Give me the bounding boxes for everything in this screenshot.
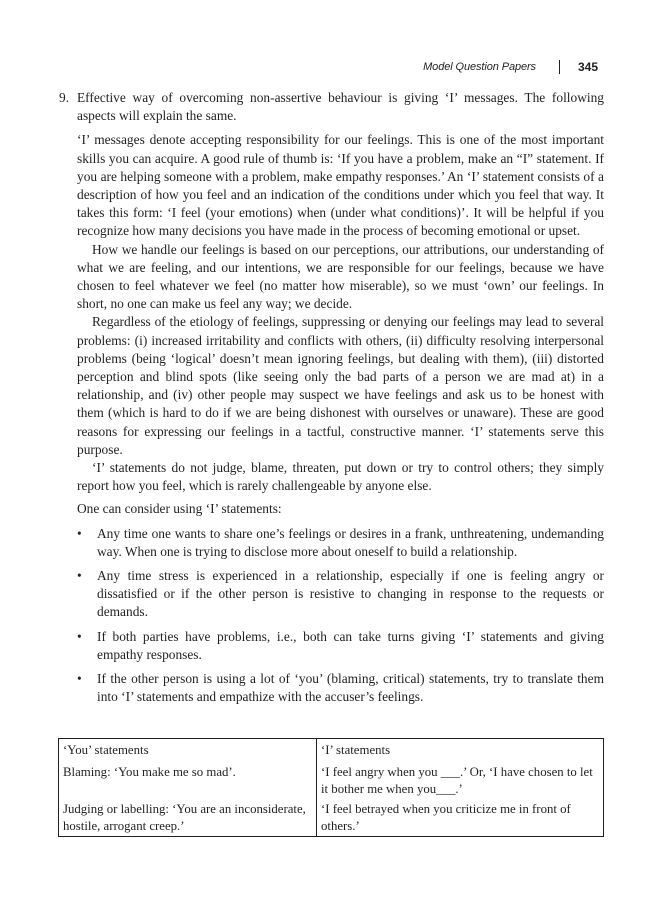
paragraph: ‘I’ messages denote accepting responsibility for our feelings. This is one of the most important skills you can acquire. A good rule of thumb is: ‘If you have a problem, make an “I” statement. If you are helping someone with a problem, make empathy responses.’ An ‘I’ statement consists of a description of how you feel and an indication of the conditions under which you feel that way. It takes this form: ‘I feel (your emotions) when (under what conditions)’. It will be helpful if you recognize how many decisions you have made in the process of becoming emotional or upset. xyxy=(77,132,604,239)
table-header-row xyxy=(59,739,604,764)
list-item xyxy=(77,525,604,561)
table-row xyxy=(59,800,604,837)
question-intro-text: Effective way of overcoming non-assertive behaviour is giving ‘I’ messages. The following aspects will explain the same. xyxy=(77,90,604,124)
bullet-icon: • xyxy=(77,568,82,584)
paragraph: Regardless of the etiology of feelings, suppressing or denying our feelings may lead to several problems: (i) increased irritability and conflicts with others, (ii) difficulty resolving interpersonal problems (being ‘logical’ doesn’t mean ignoring feelings, but dealing with them), (iii) distorted perception and blind spots (like seeing only the bad parts of a person we are mad at) in a relationship, and (iv) other people may suspect we have feelings and ask us to be honest with them (which is hard to do if we are being dishonest with ourselves or unaware). These are good reasons for expressing our feelings in a tactful, constructive manner. ‘I’ statements serve this purpose. xyxy=(77,314,604,457)
question-intro xyxy=(59,89,604,125)
paragraph: ‘I’ statements do not judge, blame, threaten, put down or try to control others; they simply report how you feel, which is rarely challengeable by anyone else. xyxy=(77,460,604,494)
table-row xyxy=(59,763,604,799)
question-body xyxy=(59,89,604,707)
page-number: 345 xyxy=(577,60,598,74)
table-cell: ‘I feel betrayed when you criticize me in front of others.’ xyxy=(317,800,604,837)
column-header-you: ‘You’ statements xyxy=(59,739,317,764)
bullet-list xyxy=(77,525,604,707)
list-item-text: Any time stress is experienced in a relationship, especially if one is feeling angry or dissatisfied or if the other person is resistive to changing in response to the requests or demands. xyxy=(97,568,604,620)
page-header xyxy=(423,58,598,76)
question-number: 9. xyxy=(59,90,70,105)
list-item-text: If both parties have problems, i.e., both can take turns giving ‘I’ statements and giving empathy responses. xyxy=(97,628,604,662)
header-divider xyxy=(559,60,560,74)
bullet-icon: • xyxy=(77,525,82,541)
table-cell: Blaming: ‘You make me so mad’. xyxy=(59,763,317,799)
list-item-text: If the other person is using a lot of ‘you’ (blaming, critical) statements, try to translate them into ‘I’ statements and empathize with the accuser’s feelings. xyxy=(97,671,604,705)
bullet-icon: • xyxy=(77,671,82,687)
statements-table xyxy=(58,738,604,837)
list-item xyxy=(77,670,604,706)
answer-section xyxy=(77,131,604,706)
list-item xyxy=(77,567,604,622)
list-item xyxy=(77,628,604,664)
lead-in: One can consider using ‘I’ statements: xyxy=(77,501,282,517)
list-item-text: Any time one wants to share one’s feelings or desires in a frank, unthreatening, undemanding way. When one is trying to disclose more about oneself to build a relationship. xyxy=(97,525,604,559)
column-header-i: ‘I’ statements xyxy=(317,739,604,764)
running-title: Model Question Papers xyxy=(423,61,536,73)
table-cell: ‘I feel angry when you ___.’ Or, ‘I have chosen to let it bother me when you___.’ xyxy=(317,763,604,799)
bullet-icon: • xyxy=(77,628,82,644)
table-cell: Judging or labelling: ‘You are an inconsiderate, hostile, arrogant creep.’ xyxy=(59,800,317,837)
paragraph: How we handle our feelings is based on our perceptions, our attributions, our understanding of what we are feeling, and our intentions, we are responsible for our feelings, because we have chosen to feel whatever we feel (no matter how miserable), so we must ‘own’ our feelings. In short, no one can make us feel any way; we decide. xyxy=(77,241,604,312)
